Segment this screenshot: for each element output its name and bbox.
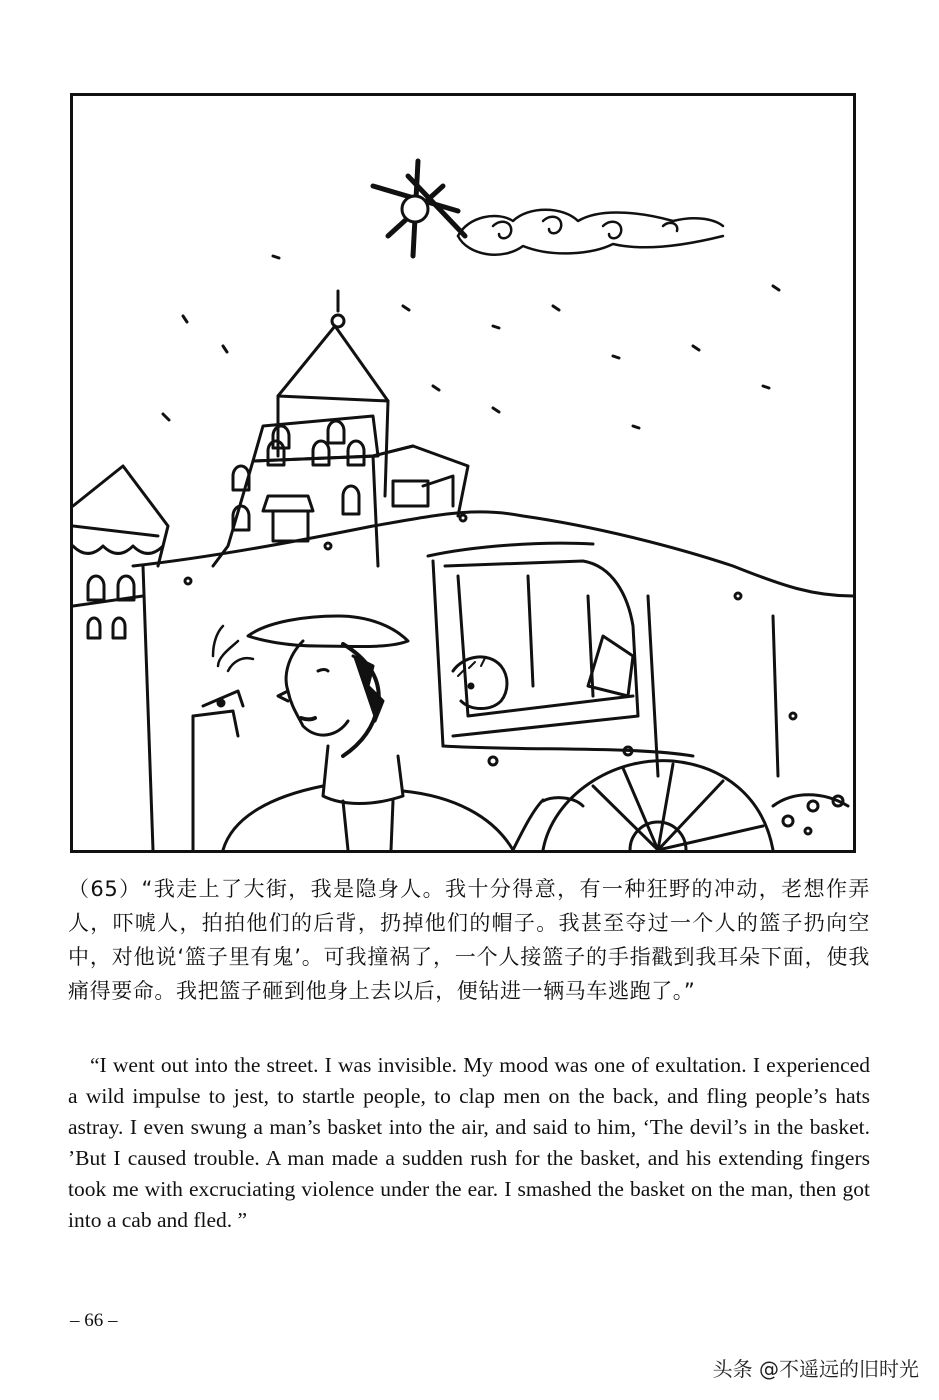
illustration-drawing <box>73 96 853 850</box>
cab-passenger <box>453 657 507 709</box>
chinese-paragraph: （65）“我走上了大街，我是隐身人。我十分得意，有一种狂野的冲动，老想作弄人，吓唬人，拍拍他们的后背，扔掉他们的帽子。我甚至夺过一个人的篮子扔向空中，对他说‘篮子里有鬼’。可我撞祸了，一个人接篮子的手指戳到我耳朵下面，使我痛得要命。我把篮子砸到他身上去以后，便钻进一辆马车逃跑了。” <box>68 877 870 1003</box>
star-shape <box>373 161 465 256</box>
cloud-shape <box>458 210 723 255</box>
city-wall <box>133 512 853 850</box>
watermark: 头条 @不遥远的旧时光 <box>712 1357 919 1381</box>
cab-wheel <box>543 761 848 850</box>
left-house <box>73 466 168 638</box>
page-number: – 66 – <box>70 1310 118 1331</box>
illustration-frame <box>70 93 856 853</box>
tower-building <box>213 291 468 566</box>
sky-specks <box>163 256 779 428</box>
man-with-hat <box>193 616 583 850</box>
english-paragraph: “I went out into the street. I was invisible. My mood was one of exultation. I experienced a wild impulse to jest, to startle people, to clap men on the back, and fling people’s hats astray. I even swung a man’s basket into the air, and said to him, ‘The devil’s in the basket. ’But I caused trouble. A man made a sudden rush for the basket, and his extending fingers took me with excruciating violence under the ear. I smashed the basket on the man, then got into a cab and fled. ” <box>68 1053 870 1232</box>
